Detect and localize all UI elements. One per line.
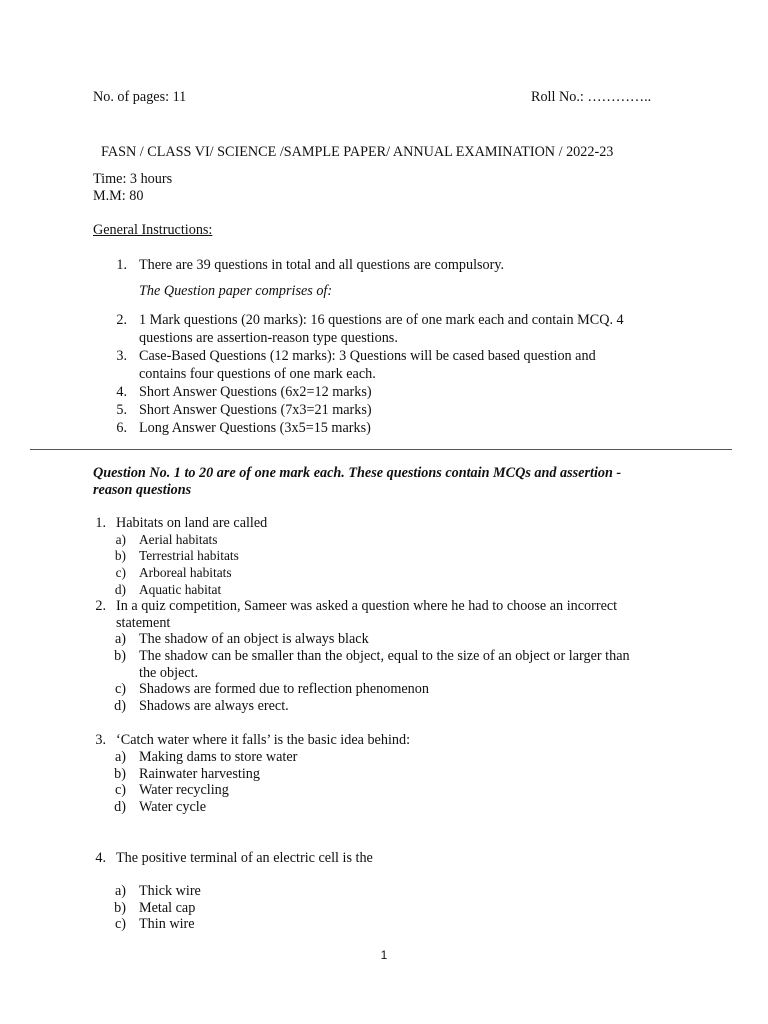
option-label: b) xyxy=(114,548,126,563)
question-number: 1. xyxy=(95,515,106,531)
question-3-text: ‘Catch water where it falls’ is the basic idea behind: xyxy=(116,732,411,748)
q1-option-a: Aerial habitats xyxy=(139,532,218,547)
q3-option-c: Water recycling xyxy=(139,782,229,798)
question-number: 3. xyxy=(95,732,106,748)
option-label: b) xyxy=(114,648,126,664)
section-note-line-2: reason questions xyxy=(93,482,192,498)
q2-option-c: Shadows are formed due to reflection phenomenon xyxy=(139,681,429,697)
question-number: 4. xyxy=(95,850,106,866)
q3-option-d: Water cycle xyxy=(139,799,206,815)
option-label: a) xyxy=(114,631,126,647)
q2-option-b-line-1: The shadow can be smaller than the object, equal to the size of an object or larger than xyxy=(139,648,630,664)
option-label: b) xyxy=(114,766,126,782)
list-number: 4. xyxy=(116,384,127,400)
q1-option-c: Arboreal habitats xyxy=(139,565,232,580)
q2-option-b-line-2: the object. xyxy=(139,665,199,681)
section-divider xyxy=(30,449,732,450)
option-label: c) xyxy=(114,681,126,697)
max-marks: M.M: 80 xyxy=(93,188,144,204)
instruction-6: Long Answer Questions (3x5=15 marks) xyxy=(139,420,371,436)
comprises-note: The Question paper comprises of: xyxy=(139,283,333,299)
q2-option-a: The shadow of an object is always black xyxy=(139,631,369,647)
instruction-3-line-1: Case-Based Questions (12 marks): 3 Questions will be cased based question and xyxy=(139,348,596,364)
option-label: a) xyxy=(114,749,126,765)
option-label: a) xyxy=(114,883,126,899)
roll-number: Roll No.: ………….. xyxy=(531,89,652,105)
q4-option-b: Metal cap xyxy=(139,900,196,916)
q3-option-b: Rainwater harvesting xyxy=(139,766,260,782)
instruction-4: Short Answer Questions (6x2=12 marks) xyxy=(139,384,372,400)
instruction-3-line-2: contains four questions of one mark each. xyxy=(139,366,376,382)
option-label: c) xyxy=(115,565,126,580)
page-number: 1 xyxy=(380,948,388,962)
option-label: d) xyxy=(114,799,126,815)
instruction-2-line-2: questions are assertion-reason type questions. xyxy=(139,330,398,346)
page-count: No. of pages: 11 xyxy=(93,89,187,105)
section-note-line-1: Question No. 1 to 20 are of one mark each. These questions contain MCQs and assertion - xyxy=(93,465,622,481)
question-4-text: The positive terminal of an electric cell is the xyxy=(116,850,373,866)
exam-time: Time: 3 hours xyxy=(93,171,173,187)
list-number: 3. xyxy=(116,348,127,364)
q1-option-b: Terrestrial habitats xyxy=(139,548,239,563)
question-2-line-2: statement xyxy=(116,615,171,631)
instruction-1: There are 39 questions in total and all questions are compulsory. xyxy=(139,257,505,273)
question-number: 2. xyxy=(95,598,106,614)
q2-option-d: Shadows are always erect. xyxy=(139,698,289,714)
option-label: c) xyxy=(114,916,126,932)
list-number: 2. xyxy=(116,312,127,328)
option-label: b) xyxy=(114,900,126,916)
q4-option-c: Thin wire xyxy=(139,916,195,932)
q1-option-d: Aquatic habitat xyxy=(139,582,222,597)
question-2-line-1: In a quiz competition, Sameer was asked a question where he had to choose an incorrect xyxy=(116,598,618,614)
question-1-text: Habitats on land are called xyxy=(116,515,268,531)
q3-option-a: Making dams to store water xyxy=(139,749,298,765)
instructions-heading: General Instructions: xyxy=(93,222,213,238)
option-label: d) xyxy=(114,698,126,714)
option-label: c) xyxy=(114,782,126,798)
q4-option-a: Thick wire xyxy=(139,883,201,899)
option-label: a) xyxy=(115,532,126,547)
list-number: 6. xyxy=(116,420,127,436)
option-label: d) xyxy=(114,582,126,597)
list-number: 5. xyxy=(116,402,127,418)
instruction-5: Short Answer Questions (7x3=21 marks) xyxy=(139,402,372,418)
list-number: 1. xyxy=(116,257,127,273)
paper-title: FASN / CLASS VI/ SCIENCE /SAMPLE PAPER/ ANNUAL EXAMINATION / 2022-23 xyxy=(101,144,614,160)
instruction-2-line-1: 1 Mark questions (20 marks): 16 questions are of one mark each and contain MCQ. 4 xyxy=(139,312,624,328)
